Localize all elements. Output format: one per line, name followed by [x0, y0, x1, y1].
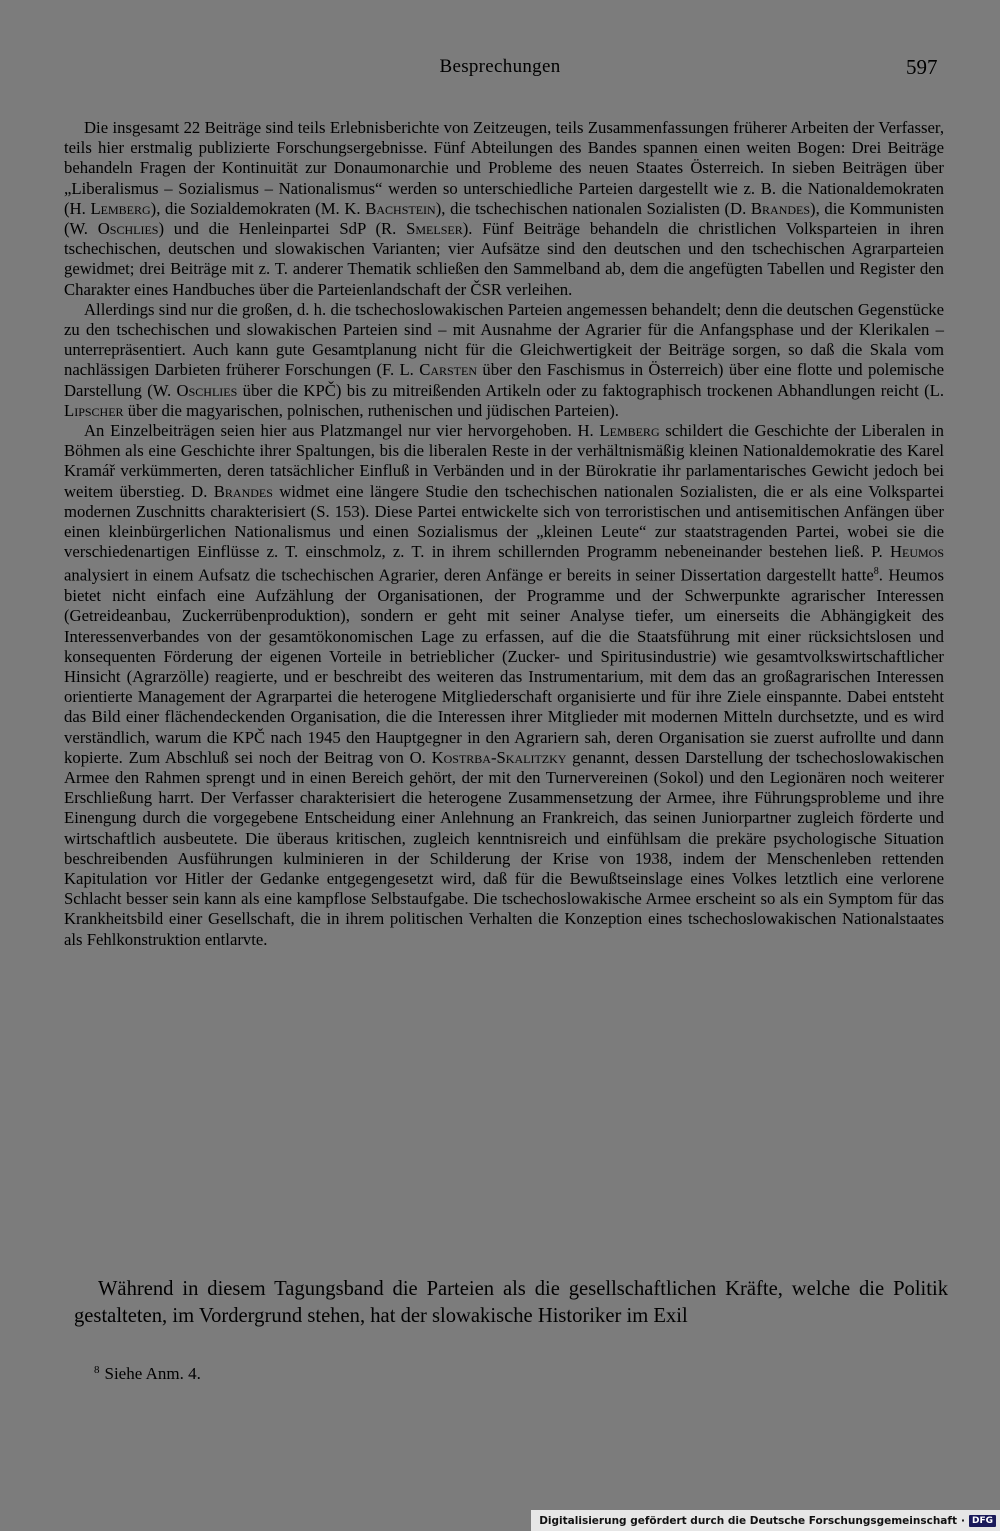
text-run: genannt, dessen Darstellung der tschechoslowakischen Armee den Rahmen sprengt und in einen Bereich gehört, der mit den Turnervereinen (Sokol) und den Legionären noch weiterer Erschließung harrt. Der Verfasser charakterisiert die heterogene Zusammensetzung der Armee, ihre Führungsprobleme und ihre Einengung durch die vorgegebene Entscheidung einer Anlehnung an Frankreich, das seinen Juniorpartner zugleich förderte und wirtschaftlich ausbeutete. Die überaus kritischen, zugleich kenntnisreich und einfühlsam die prekäre psychologische Situation beschreibenden Ausführungen kulminieren in der Schilderung der Krise von 1938, indem der Menschenleben rettenden Kapitulation vor Hitler der Gedanke entgegengesetzt wird, daß für die Bewußtseinslage eines Volkes letztlich eine verlorene Schlacht besser sein kann als eine kampflose Selbstaufgabe. Die tschechoslowakische Armee erscheint so als ein Symptom für das Krankheitsbild einer Gesellschaft, die in ihrem politischen Verhalten die Konzeption eines tschechoslowakischen Nationalstaates als Fehlkonstruktion entlarvte.	[64, 747, 944, 949]
text-run: widmet eine längere Studie den tschechischen nationalen Sozialisten, die er als eine Volkspartei modernen Zuschnitts charakterisiert (S. 153). Diese Partei entwickelte sich von terroristischen und antisemitischen Anfängen über einen kleinbürgerlichen Nationalismus und einen Sozialismus der „kleinen Leute“ zur staatstragenden Partei, wobei sie die verschiedenartigen Einflüsse z. T. einschmolz, z. T. in ihrem schillernden Programm nebeneinander bestehen ließ. P.	[64, 481, 944, 562]
text-run: über die KPČ) bis zu mitreißenden Artikeln oder zu faktographisch trockenen Abhandlungen reicht (L.	[237, 380, 945, 400]
author-name: Carsten	[419, 360, 478, 380]
text-run: ), die Sozialdemokraten (M. K.	[150, 198, 366, 218]
text-run: über den Faschismus in Österreich) über eine flotte und polemische Darstellung (W.	[64, 360, 944, 400]
paragraph	[64, 118, 944, 300]
author-name: Lemberg	[90, 198, 151, 218]
footnote	[94, 1364, 201, 1384]
digitization-banner	[531, 1510, 1000, 1531]
paragraph	[64, 421, 944, 950]
text-run: Allerdings sind nur die großen, d. h. die tschechoslowakischen Parteien angemessen behandelt; denn die deutschen Gegenstücke zu den tschechischen und slowakischen Parteien sind – mit Ausnahme der Agrarier für die Anfangsphase und der Klerikalen – unterrepräsentiert. Auch kann gute Gesamtplanung nicht für die Gleichwertigkeit der Beiträge sorgen, so daß die Skala vom nachlässigen Darbieten früherer Forschungen (F. L.	[64, 299, 944, 380]
text-run: ). Fünf Beiträge behandeln die christlichen Volksparteien in ihren tschechischen, deutschen und slowakischen Varianten; vier Aufsätze sind den deutschen und den tschechischen Agrarparteien gewidmet; drei Beiträge mit z. T. anderer Thematik schließen den Sammelband ab, dem die angefügten Tabellen und Register den Charakter eines Handbuches über die Parteienlandschaft der ČSR verleihen.	[64, 219, 945, 299]
author-name: Heumos	[889, 542, 944, 562]
author-name: Bachstein	[365, 198, 436, 218]
page-number: 597	[906, 55, 938, 79]
author-name: Brandes	[213, 481, 273, 501]
author-name: Oschlies	[97, 219, 159, 239]
author-name: Smelser	[406, 219, 463, 239]
paragraph	[64, 300, 944, 421]
text-run: schildert die Geschichte der Liberalen in Böhmen als eine Geschichte ihrer Spaltungen, bis die liberalen Reste in der verhältnismäßig kleinen Nationaldemokratie des Karel Kramář verkümmerten, deren tatsächlicher Einfluß in Verbänden und in der Bürokratie ihr parlamentarisches Gewicht jedoch bei weitem überstieg. D.	[64, 421, 944, 501]
text-run: ) und die Henleinpartei SdP (R.	[158, 219, 407, 239]
text-run: Die insgesamt 22 Beiträge sind teils Erlebnisberichte von Zeitzeugen, teils Zusammenfassungen früherer Arbeiten der Verfasser, teils hier erstmalig publizierte Forschungsergebnisse. Fünf Abteilungen des Bandes spannen einen weiten Bogen: Drei Beiträge behandeln Fragen der Kontinuität zur Donaumonarchie und Probleme des neuen Staates Österreich. In sieben Beiträgen über „Liberalismus – Sozialismus – Nationalismus“ werden so unterschiedliche Parteien dargestellt wie z. B. die Nationaldemokraten (H.	[64, 118, 944, 218]
author-name: Lemberg	[599, 421, 660, 441]
text-run: analysiert in einem Aufsatz die tschechischen Agrarier, deren Anfänge er bereits in seiner Dissertation dargestellt hatte	[64, 566, 874, 586]
main-text	[64, 118, 944, 950]
banner-text: Digitalisierung gefördert durch die Deutsche Forschungsgemeinschaft	[539, 1514, 957, 1527]
banner-separator: ·	[960, 1514, 965, 1527]
footnote-text: Siehe Anm. 4.	[104, 1364, 201, 1383]
dfg-logo-icon: DFG	[969, 1515, 996, 1527]
author-name: Kostrba-Skalitzky	[431, 747, 567, 767]
footnote-ref: 8	[873, 566, 879, 578]
text-run: ), die tschechischen nationalen Sozialisten (D.	[435, 198, 751, 218]
author-name: Brandes	[750, 198, 811, 218]
text-run: An Einzelbeiträgen seien hier aus Platzmangel nur vier hervorgehoben. H.	[84, 421, 600, 441]
footnote-number: 8	[94, 1364, 100, 1376]
text-run: . Heumos bietet nicht einfach eine Aufzählung der Organisationen, der Programme und der Schwerpunkte agrarischer Interessen (Getreideanbau, Zuckerrübenproduktion), sondern er geht mit seiner Analyse tiefer, um einerseits die Abhängigkeit des Interessenverbandes von der gesamtökonomischen Lage zu erfassen, auf die die Staatsführung mit einer rücksichtslosen und konsequenten Förderung der eigenen Vorteile in betrieblicher (Zucker- und Spiritusindustrie) wie gesamtvolkswirtschaftlicher Hinsicht (Agrarzölle) reagierte, und er beschreibt des weiteren das Instrumentarium, mit dem das an großagrarischen Interessen orientierte Management der Agrarpartei die heterogene Mitgliederschaft organisierte und für ihre Ziele einspannte. Dabei entsteht das Bild einer flächendeckenden Organisation, die die Interessen ihrer Mitglieder mit modernen Mitteln durchsetzte, und es wird verständlich, warum die KPČ nach 1945 den Hauptgegner in den Agrariern sah, deren Organisation sie zuerst aufrollte und dann kopierte. Zum Abschluß sei noch der Beitrag von O.	[64, 566, 944, 767]
text-run: über die magyarischen, polnischen, ruthenischen und jüdischen Parteien).	[123, 400, 619, 420]
paragraph: Während in diesem Tagungsband die Parteien als die gesellschaftlichen Kräfte, welche die Politik gestalteten, im Vordergrund stehen, hat der slowakische Historiker im Exil	[74, 1278, 948, 1327]
text-run: ), die Kommunisten (W.	[64, 198, 944, 239]
author-name: Lipscher	[64, 400, 124, 420]
continuation-text	[74, 1276, 948, 1330]
running-head: Besprechungen	[439, 56, 561, 77]
author-name: Oschlies	[176, 380, 238, 400]
